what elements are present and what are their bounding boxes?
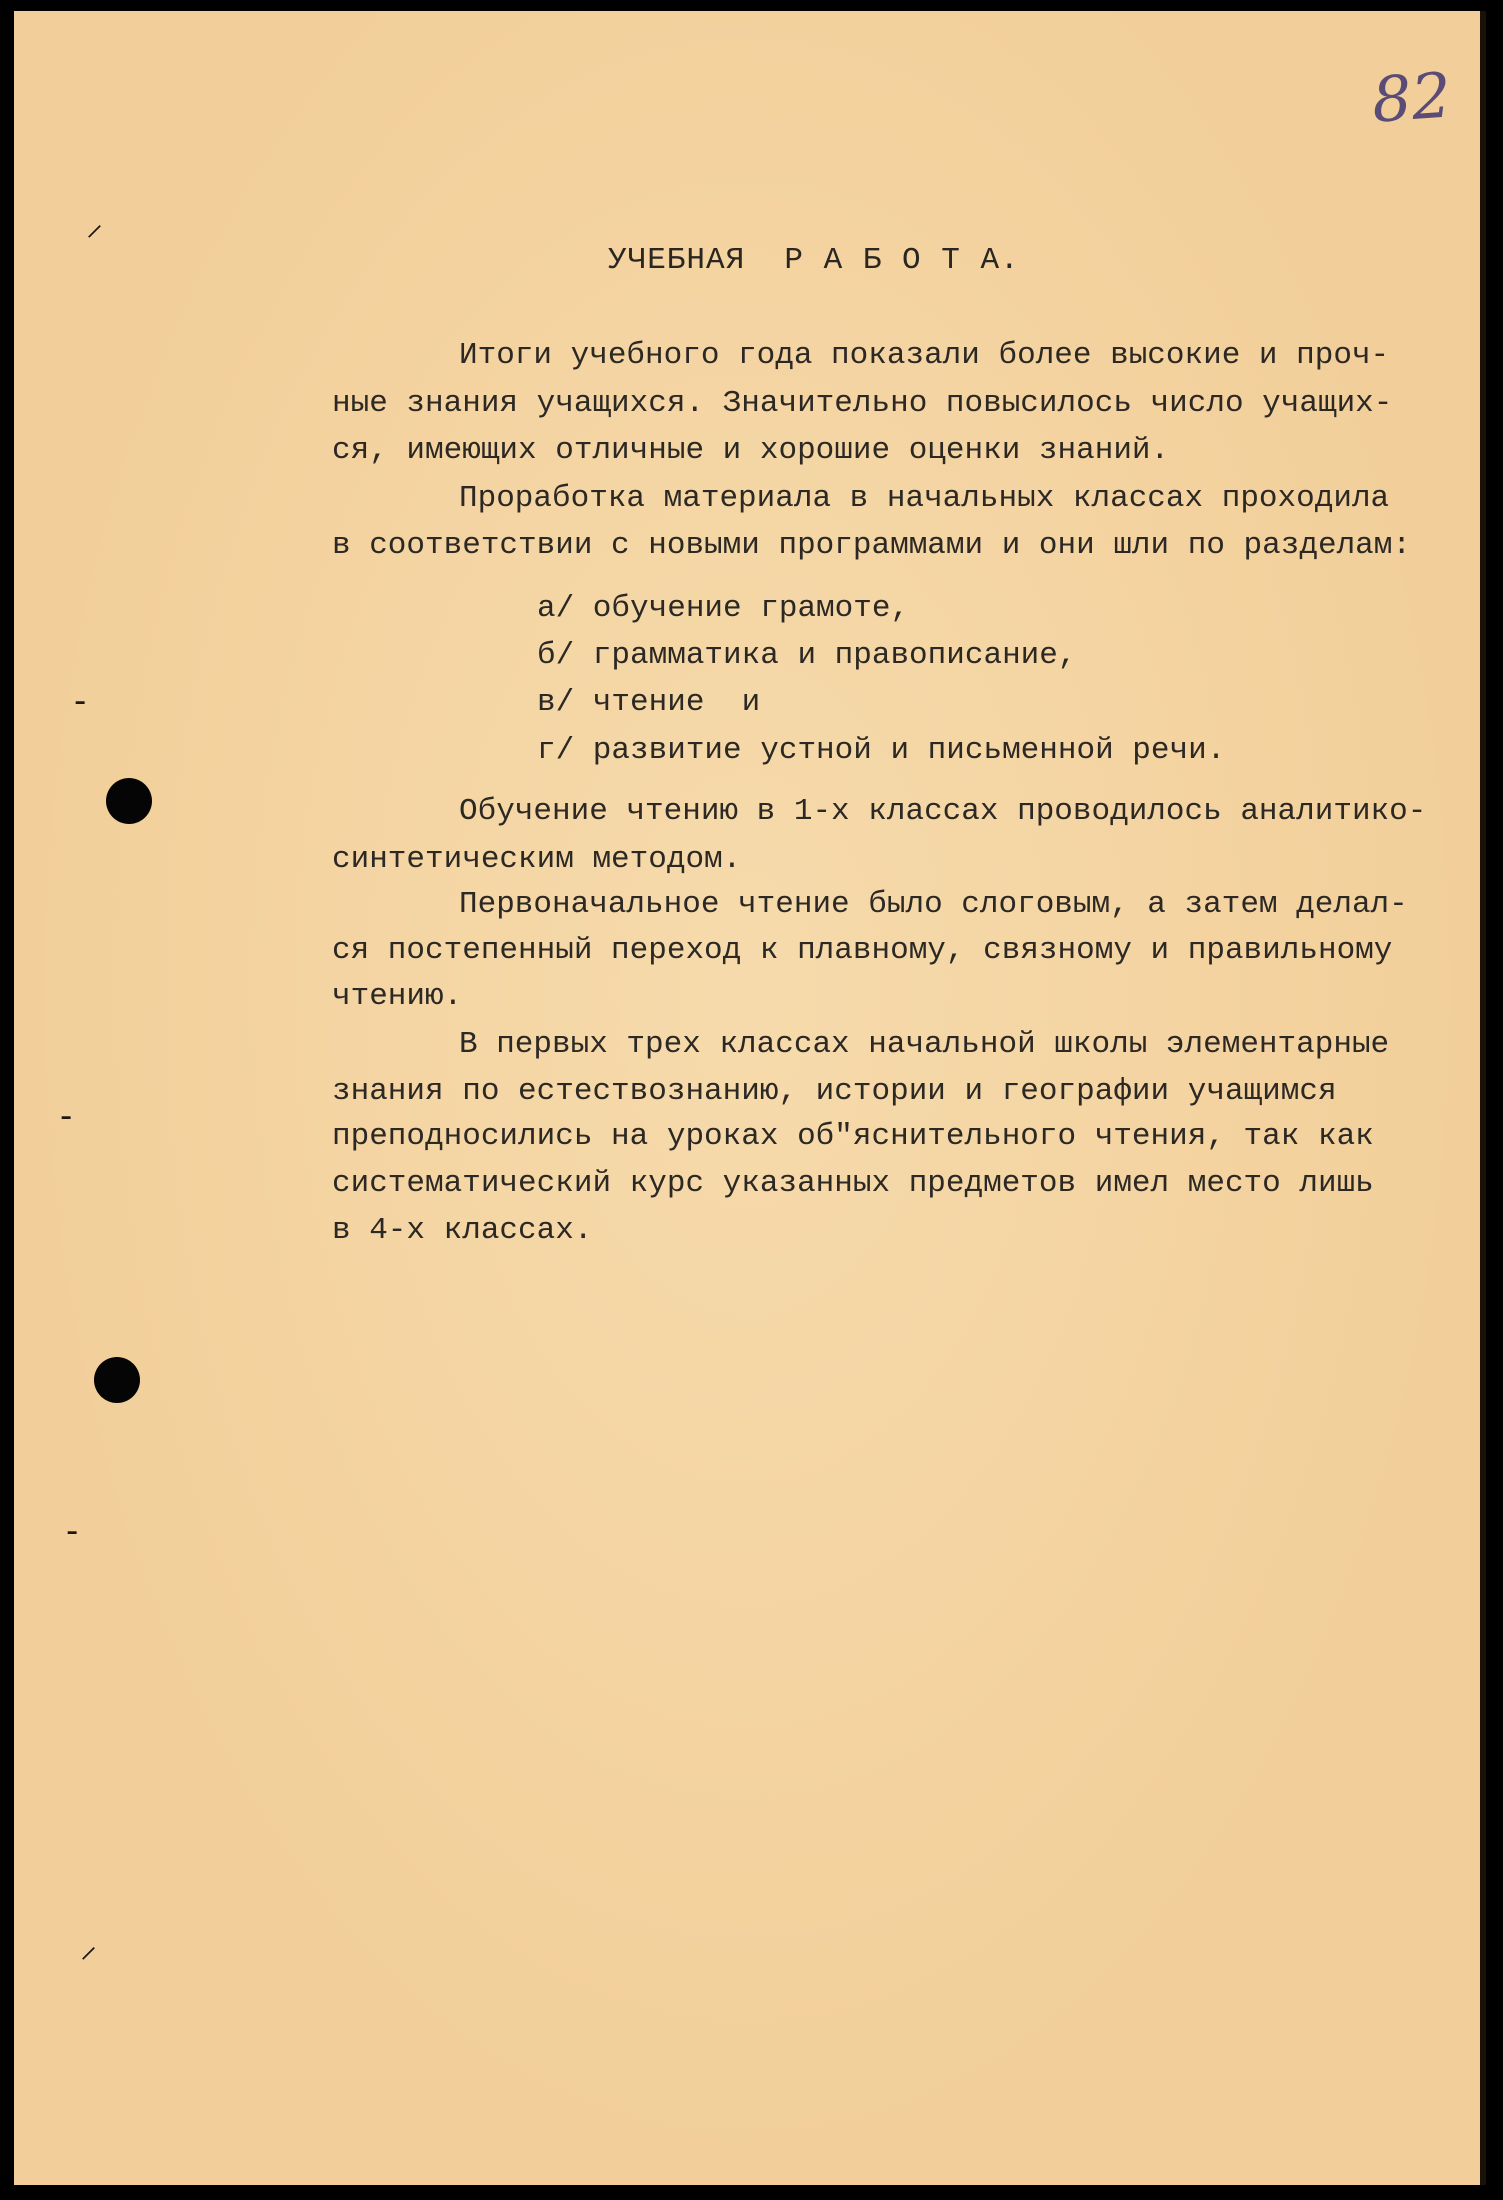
text-line: синтетическим методом. <box>332 842 742 877</box>
text-line: Проработка материала в начальных классах проходила <box>459 481 1390 516</box>
margin-mark-icon: - <box>74 681 87 721</box>
text-line: систематический курс указанных предметов имел место лишь <box>332 1166 1374 1201</box>
page-title: УЧЕБНАЯ Р А Б О Т А. <box>608 243 1020 278</box>
text-line: ся постепенный переход к плавному, связному и правильному <box>332 933 1393 968</box>
list-item: а/ обучение грамоте, <box>537 591 910 626</box>
margin-mark-icon: ⸝ <box>86 204 103 244</box>
text-line: в 4-х классах. <box>332 1213 593 1248</box>
text-line: преподносились на уроках об"яснительного чтения, так как <box>332 1119 1374 1154</box>
punch-hole <box>94 1357 140 1403</box>
margin-mark-icon: - <box>66 1511 79 1551</box>
text-line: Итоги учебного года показали более высокие и проч- <box>459 338 1390 373</box>
list-item: г/ развитие устной и письменной речи. <box>537 733 1226 768</box>
text-line: знания по естествознанию, истории и географии учащимся <box>332 1074 1337 1109</box>
page-number: 82 <box>1369 58 1454 137</box>
text-line: ся, имеющих отличные и хорошие оценки знаний. <box>332 433 1170 468</box>
text-line: ные знания учащихся. Значительно повысилось число учащих- <box>332 386 1393 421</box>
text-line: Первоначальное чтение было слоговым, а затем делал- <box>459 887 1408 922</box>
text-line: Обучение чтению в 1-х классах проводилось аналитико- <box>459 794 1427 829</box>
list-item: б/ грамматика и правописание, <box>537 638 1077 673</box>
document-page <box>14 11 1486 2185</box>
text-line: В первых трех классах начальной школы элементарные <box>459 1027 1390 1062</box>
list-item: в/ чтение и <box>537 685 761 720</box>
punch-hole <box>106 778 152 824</box>
margin-mark-icon: - <box>60 1096 73 1136</box>
text-line: в соответствии с новыми программами и они шли по разделам: <box>332 528 1411 563</box>
margin-mark-icon: ⸝ <box>80 1926 97 1966</box>
text-line: чтению. <box>332 979 463 1014</box>
